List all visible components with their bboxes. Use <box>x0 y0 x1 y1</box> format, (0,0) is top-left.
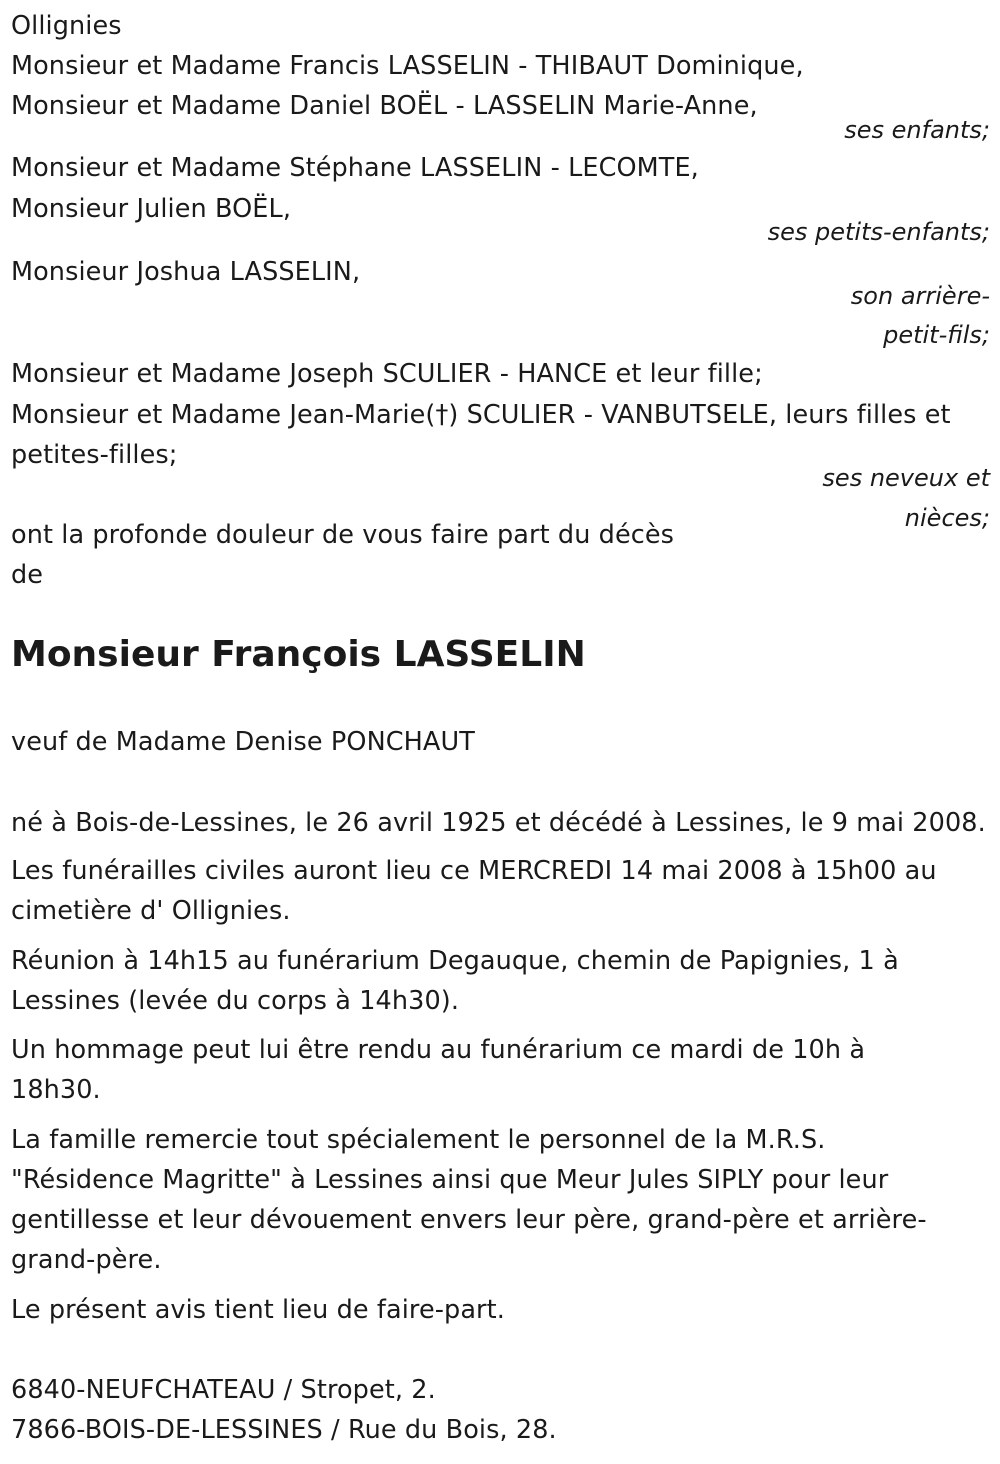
thanks-line-4: grand-père. <box>11 1245 162 1275</box>
funeral-line-2: cimetière d' Ollignies. <box>11 896 291 926</box>
place-name: Ollignies <box>11 11 122 41</box>
family-line-nephew-2: Monsieur et Madame Jean-Marie(†) SCULIER - VANBUTSELE, leurs filles et <box>11 400 951 430</box>
address-line-2: 7866-BOIS-DE-LESSINES / Rue du Bois, 28. <box>11 1415 557 1445</box>
family-line-grandchild-1: Monsieur et Madame Stéphane LASSELIN - LECOMTE, <box>11 153 699 183</box>
relation-label-nephews-2: nièces; <box>904 504 990 532</box>
thanks-line-3: gentillesse et leur dévouement envers leur père, grand-père et arrière- <box>11 1205 927 1235</box>
deceased-name: Monsieur François LASSELIN <box>11 634 586 675</box>
funeral-line-1: Les funérailles civiles auront lieu ce MERCREDI 14 mai 2008 à 15h00 au <box>11 856 937 886</box>
relation-label-great-grandchild-2: petit-fils; <box>883 321 990 349</box>
address-line-1: 6840-NEUFCHATEAU / Stropet, 2. <box>11 1375 436 1405</box>
family-line-child-2: Monsieur et Madame Daniel BOËL - LASSELIN Marie-Anne, <box>11 91 758 121</box>
relation-label-grandchildren: ses petits-enfants; <box>767 218 990 246</box>
family-line-child-1: Monsieur et Madame Francis LASSELIN - THIBAUT Dominique, <box>11 51 804 81</box>
notice-line: Le présent avis tient lieu de faire-part. <box>11 1295 505 1325</box>
family-line-grandchild-2: Monsieur Julien BOËL, <box>11 194 292 224</box>
relation-label-children: ses enfants; <box>844 116 990 144</box>
family-line-great-grandchild-1: Monsieur Joshua LASSELIN, <box>11 257 361 287</box>
relation-label-nephews-1: ses neveux et <box>822 464 990 492</box>
thanks-line-2: "Résidence Magritte" à Lessines ainsi que Meur Jules SIPLY pour leur <box>11 1165 889 1195</box>
announcement-line-2: de <box>11 560 44 590</box>
widower-line: veuf de Madame Denise PONCHAUT <box>11 727 475 757</box>
family-line-nephew-3: petites-filles; <box>11 440 178 470</box>
meeting-line-1: Réunion à 14h15 au funérarium Degauque, chemin de Papignies, 1 à <box>11 946 899 976</box>
relation-label-great-grandchild-1: son arrière- <box>850 282 990 310</box>
tribute-line-1: Un hommage peut lui être rendu au funérarium ce mardi de 10h à <box>11 1035 866 1065</box>
meeting-line-2: Lessines (levée du corps à 14h30). <box>11 986 460 1016</box>
birth-death-line: né à Bois-de-Lessines, le 26 avril 1925 et décédé à Lessines, le 9 mai 2008. <box>11 808 986 838</box>
tribute-line-2: 18h30. <box>11 1075 101 1105</box>
announcement-line-1: ont la profonde douleur de vous faire part du décès <box>11 520 675 550</box>
thanks-line-1: La famille remercie tout spécialement le personnel de la M.R.S. <box>11 1125 826 1155</box>
family-line-nephew-1: Monsieur et Madame Joseph SCULIER - HANCE et leur fille; <box>11 359 763 389</box>
